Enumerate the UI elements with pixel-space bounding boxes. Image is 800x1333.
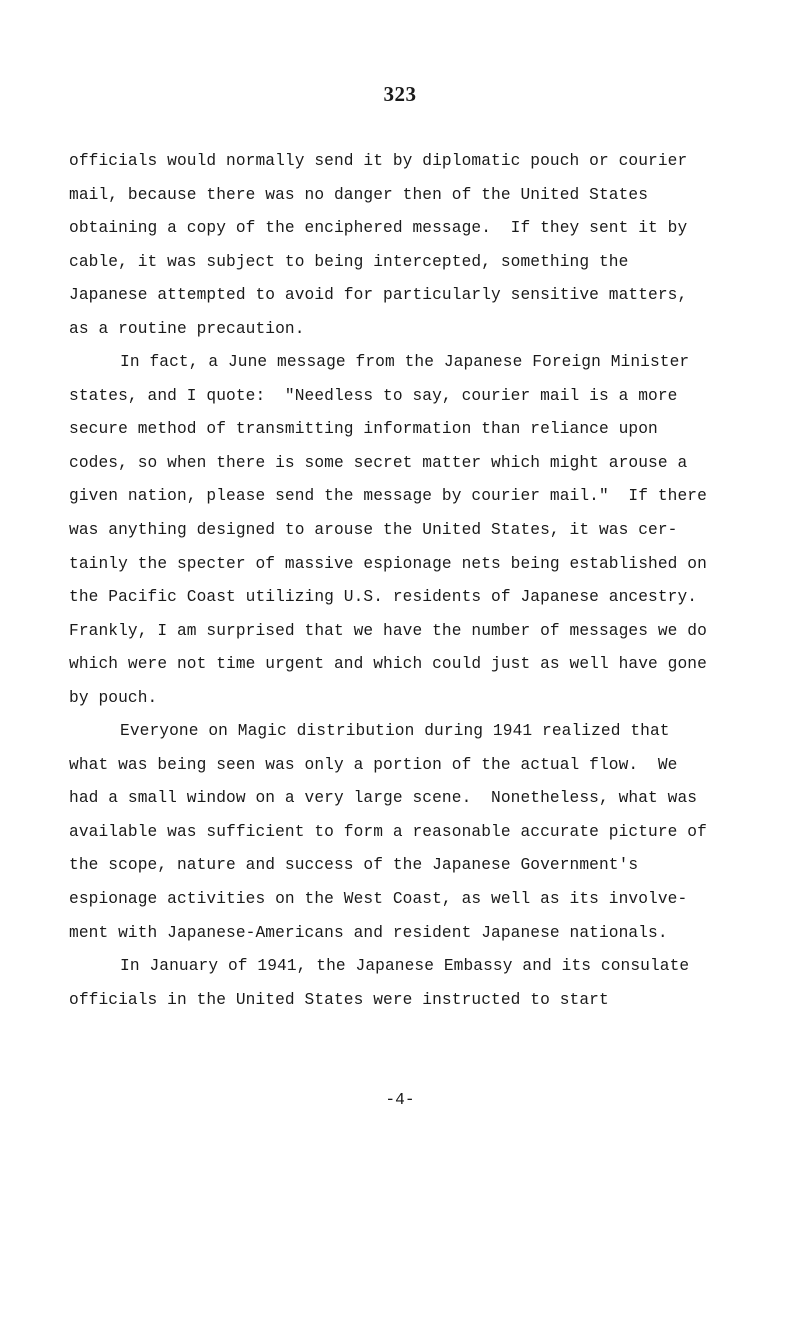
text-line: In fact, a June message from the Japanese Foreign Minister <box>120 353 690 372</box>
text-line: In January of 1941, the Japanese Embassy and its consulate <box>120 957 690 976</box>
text-line: tainly the specter of massive espionage nets being established on <box>69 554 707 573</box>
text-line: as a routine precaution. <box>69 319 305 338</box>
text-line: which were not time urgent and which could just as well have gone <box>69 655 707 674</box>
text-line: the Pacific Coast utilizing U.S. residents of Japanese ancestry. <box>69 588 698 607</box>
text-line: Frankly, I am surprised that we have the number of messages we do <box>69 621 707 640</box>
text-line: what was being seen was only a portion of the actual flow. We <box>69 755 678 774</box>
text-line: Everyone on Magic distribution during 1941 realized that <box>120 722 670 741</box>
text-line: was anything designed to arouse the United States, it was cer- <box>69 521 678 540</box>
text-line: Japanese attempted to avoid for particularly sensitive matters, <box>69 286 688 305</box>
text-line: secure method of transmitting information than reliance upon <box>69 420 658 439</box>
page-number-footer: -4- <box>385 1091 415 1109</box>
text-line: available was sufficient to form a reasonable accurate picture of <box>69 822 707 841</box>
text-line: given nation, please send the message by courier mail." If there <box>69 487 707 506</box>
text-line: had a small window on a very large scene. Nonetheless, what was <box>69 789 698 808</box>
text-line: states, and I quote: "Needless to say, courier mail is a more <box>69 386 678 405</box>
body-text <box>69 145 749 1017</box>
text-line: espionage activities on the West Coast, as well as its involve- <box>69 890 688 909</box>
text-line: by pouch. <box>69 688 158 707</box>
text-line: codes, so when there is some secret matter which might arouse a <box>69 453 688 472</box>
text-line: mail, because there was no danger then of the United States <box>69 185 649 204</box>
text-line: obtaining a copy of the enciphered message. If they sent it by <box>69 219 688 238</box>
text-line: the scope, nature and success of the Japanese Government's <box>69 856 639 875</box>
text-line: ment with Japanese-Americans and resident Japanese nationals. <box>69 923 668 942</box>
text-line: officials in the United States were instructed to start <box>69 990 609 1009</box>
text-line: cable, it was subject to being intercepted, something the <box>69 252 629 271</box>
page-number-header: 323 <box>383 82 417 106</box>
text-line: officials would normally send it by diplomatic pouch or courier <box>69 152 688 170</box>
